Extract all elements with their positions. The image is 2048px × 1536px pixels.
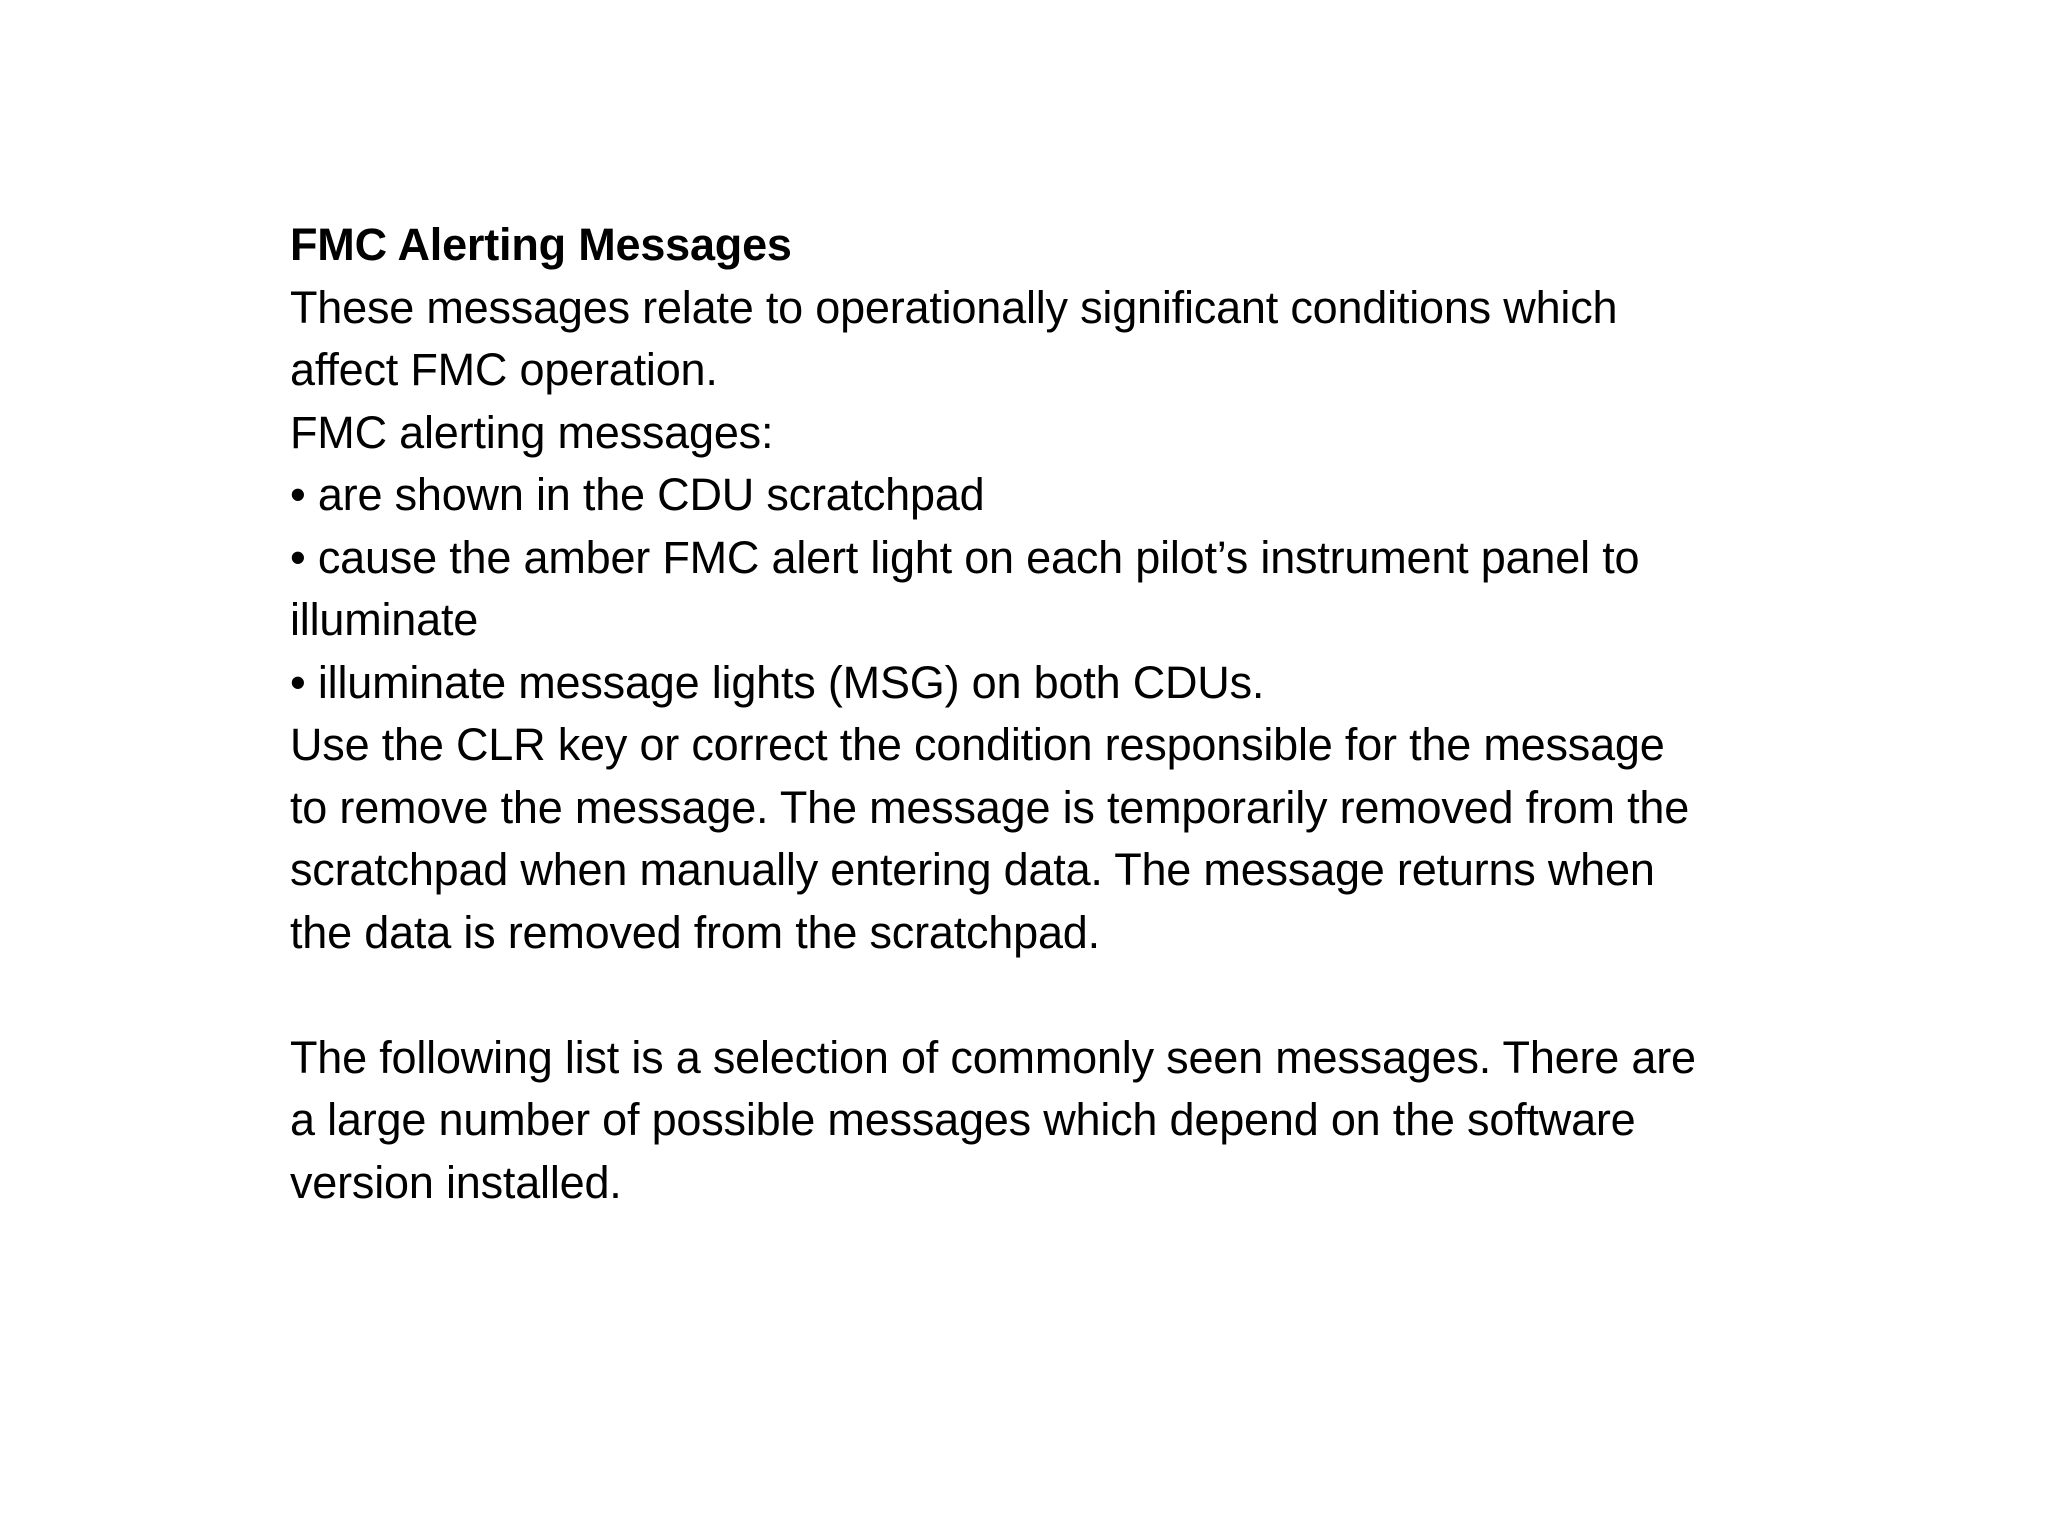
clear-instruction-line: scratchpad when manually entering data. The message returns when — [290, 844, 1655, 895]
clear-instruction-line: Use the CLR key or correct the condition responsible for the message — [290, 719, 1665, 770]
closing-line: version installed. — [290, 1156, 622, 1208]
clear-instruction-line: to remove the message. The message is temporarily removed from the — [290, 781, 1690, 833]
clear-instruction-line: the data is removed from the scratchpad. — [290, 906, 1100, 958]
bullet-line: • are shown in the CDU scratchpad — [290, 469, 985, 520]
closing-line: a large number of possible messages which depend on the software — [290, 1094, 1636, 1145]
slide-body — [290, 214, 1830, 1214]
bullet-line: • cause the amber FMC alert light on each pilot’s instrument panel to — [290, 531, 1640, 583]
closing-line: The following list is a selection of commonly seen messages. There are — [290, 1031, 1696, 1083]
paragraph-spacer — [290, 964, 1830, 1027]
bullet-line: illuminate — [290, 594, 479, 645]
list-heading: FMC alerting messages: — [290, 406, 774, 458]
bullet-line: • illuminate message lights (MSG) on both CDUs. — [290, 656, 1265, 708]
intro-line: These messages relate to operationally significant conditions which — [290, 281, 1618, 333]
page-title: FMC Alerting Messages — [290, 219, 792, 270]
intro-line: affect FMC operation. — [290, 344, 718, 395]
